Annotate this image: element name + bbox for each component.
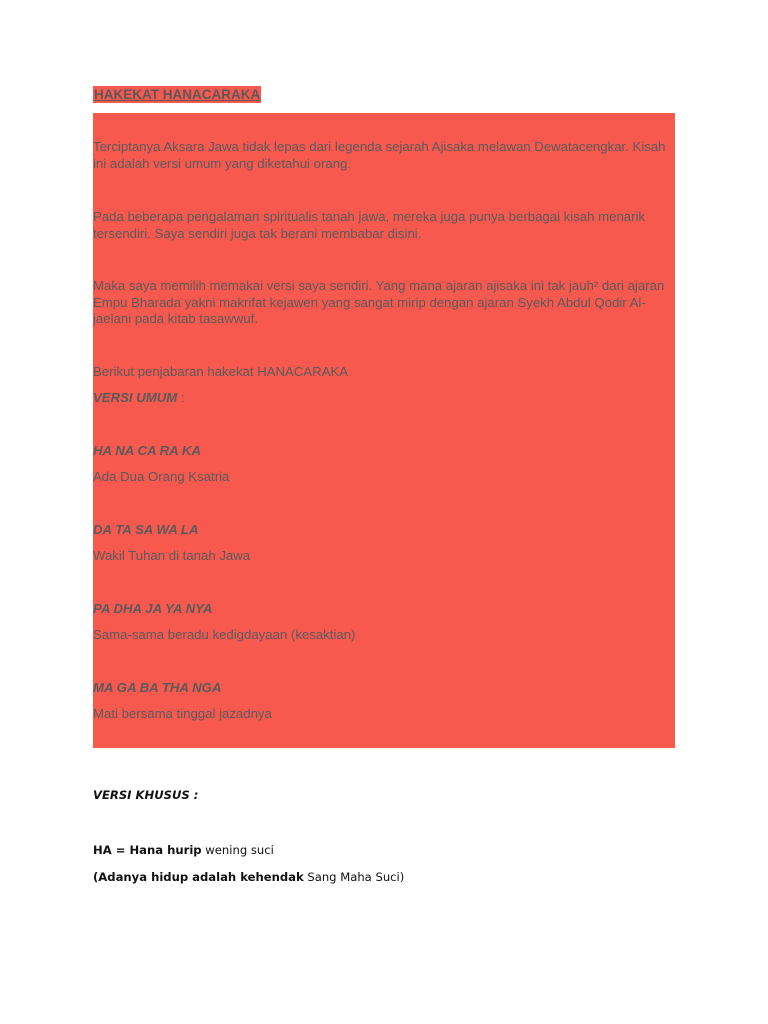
aksara-line-1: HA NA CA RA KA	[93, 443, 201, 458]
paragraph-penjabaran: Berikut penjabaran hakekat HANACARAKA	[93, 364, 349, 379]
versi-umum-label: VERSI UMUM	[93, 390, 178, 405]
meaning-line-3: Sama-sama beradu kedigdayaan (kesaktian)	[93, 627, 356, 642]
meaning-line-2: Wakil Tuhan di tanah Jawa	[93, 548, 251, 563]
ha-note-bold: (Adanya hidup adalah kehendak	[93, 870, 304, 884]
ha-rest: wening suci	[201, 843, 274, 857]
ha-note	[93, 870, 404, 885]
ha-bold: Hana hurip	[129, 843, 202, 857]
versi-umum-suffix: :	[177, 390, 185, 405]
paragraph-intro: Terciptanya Aksara Jawa tidak lepas dari legenda sejarah Ajisaka melawan Dewatacengkar. Kisah ini adalah versi umum yang diketahui orang.	[93, 139, 666, 171]
aksara-line-2: DA TA SA WA LA	[93, 522, 199, 537]
meaning-line-4: Mati bersama tinggal jazadnya	[93, 706, 272, 721]
ha-definition	[93, 843, 274, 858]
aksara-line-4: MA GA BA THA NGA	[93, 680, 222, 695]
versi-umum-heading	[93, 390, 185, 407]
paragraph-spiritual: Pada beberapa pengalaman spiritualis tanah jawa, mereka juga punya berbagai kisah menarik tersendiri. Saya sendiri juga tak berani membabar disini.	[93, 209, 646, 241]
paragraph-version: Maka saya memilih memakai versi saya sendiri. Yang mana ajaran ajisaka ini tak jauh² dari ajaran Empu Bharada yakni makrifat kejawen yang sangat mirip dengan ajaran Syekh Abdul Qodir Al-jaelani pada kitab tasawwuf.	[93, 278, 665, 326]
page-title: HAKEKAT HANACARAKA	[94, 87, 261, 102]
ha-note-rest: Sang Maha Suci)	[303, 870, 405, 884]
aksara-line-3: PA DHA JA YA NYA	[93, 601, 213, 616]
meaning-line-1: Ada Dua Orang Ksatria	[93, 469, 230, 484]
versi-khusus-heading: VERSI KHUSUS :	[93, 788, 199, 802]
ha-prefix: HA =	[93, 843, 130, 857]
